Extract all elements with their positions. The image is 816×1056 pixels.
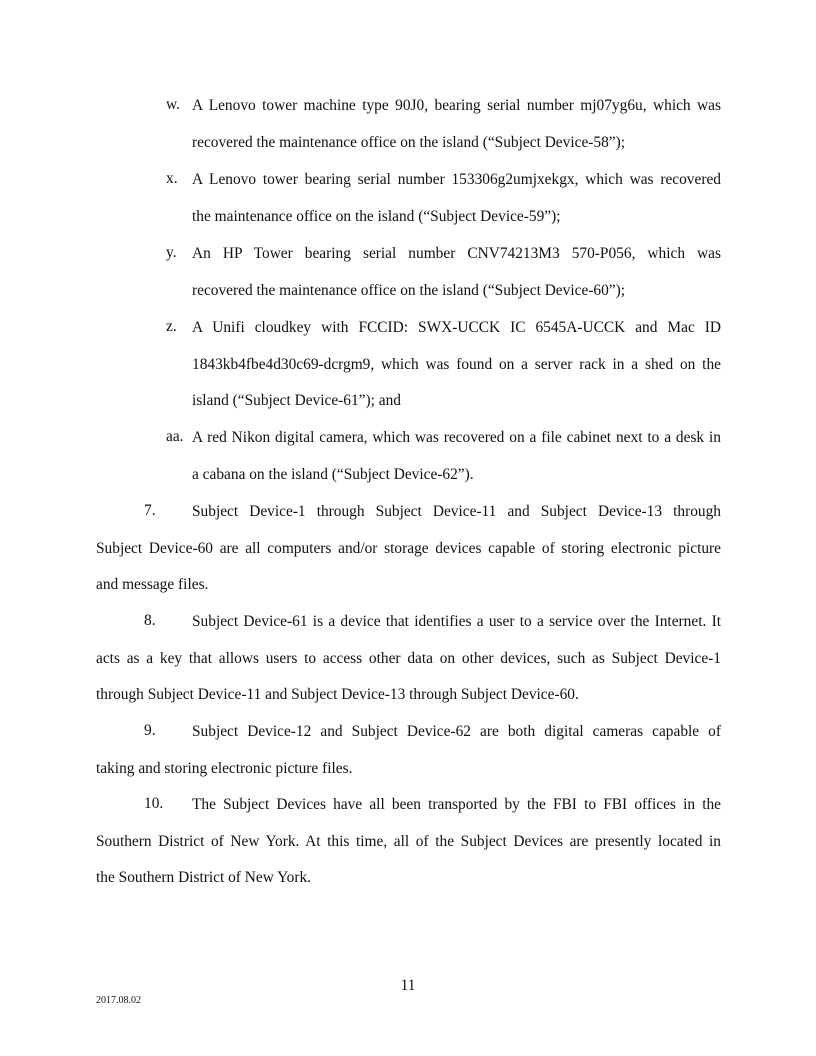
list-item-line: recovered the maintenance office on the island (“Subject Device-58”); [192, 133, 626, 151]
list-item-line: An HP Tower bearing serial number CNV74213M3 570-P056, which was [192, 245, 721, 262]
page-number: 11 [400, 977, 416, 994]
list-item-w [166, 96, 721, 169]
paragraph-10 [96, 795, 721, 905]
paragraph-line: through Subject Device-11 and Subject Device-13 through Subject Device-60. [96, 686, 579, 703]
list-marker: y. [166, 244, 177, 261]
list-item-z [166, 318, 721, 428]
paragraph-number: 7. [144, 502, 156, 519]
list-item-line: A Unifi cloudkey with FCCID: SWX-UCCK IC 6545A-UCCK and Mac ID [192, 319, 721, 336]
list-item-aa [166, 428, 721, 501]
paragraph-line: and message files. [96, 576, 209, 593]
paragraph-number: 8. [144, 612, 156, 629]
date-code: 2017.08.02 [96, 995, 141, 1006]
paragraph-line: acts as a key that allows users to access other data on other devices, such as Subject Device-1 [96, 649, 721, 667]
list-marker: aa. [166, 428, 184, 445]
list-item-line: A red Nikon digital camera, which was recovered on a file cabinet next to a desk in [192, 429, 721, 446]
paragraph-7 [96, 502, 721, 612]
list-item-line: A Lenovo tower machine type 90J0, bearing serial number mj07yg6u, which was [192, 97, 721, 114]
paragraph-number: 9. [144, 722, 156, 739]
list-item-line: A Lenovo tower bearing serial number 153306g2umjxekgx, which was recovered [192, 171, 721, 188]
list-item-line: 1843kb4fbe4d30c69-dcrgm9, which was found on a server rack in a shed on the [192, 355, 721, 373]
list-item-y [166, 244, 721, 317]
paragraph-line: the Southern District of New York. [96, 869, 312, 886]
paragraph-line: Subject Device-1 through Subject Device-11 and Subject Device-13 through [192, 503, 721, 520]
paragraph-line: Subject Device-61 is a device that identifies a user to a service over the Internet. It [192, 613, 721, 630]
paragraph-8 [96, 612, 721, 722]
paragraph-line: Subject Device-60 are all computers and/or storage devices capable of storing electronic picture [96, 539, 721, 557]
paragraph-line: Subject Device-12 and Subject Device-62 are both digital cameras capable of [192, 723, 721, 740]
list-marker: z. [166, 318, 177, 335]
paragraph-line: Southern District of New York. At this time, all of the Subject Devices are presently located in [96, 832, 721, 850]
list-item-line: a cabana on the island (“Subject Device-62”). [192, 465, 474, 483]
paragraph-line: The Subject Devices have all been transported by the FBI to FBI offices in the [192, 796, 721, 813]
list-item-line: island (“Subject Device-61”); and [192, 392, 401, 409]
list-marker: w. [166, 96, 180, 113]
paragraph-9 [96, 722, 721, 795]
list-item-line: the maintenance office on the island (“Subject Device-59”); [192, 207, 561, 225]
list-item-line: recovered the maintenance office on the island (“Subject Device-60”); [192, 281, 626, 299]
list-item-x [166, 170, 721, 243]
paragraph-number: 10. [144, 795, 164, 812]
paragraph-line: taking and storing electronic picture files. [96, 759, 353, 777]
list-marker: x. [166, 170, 178, 187]
